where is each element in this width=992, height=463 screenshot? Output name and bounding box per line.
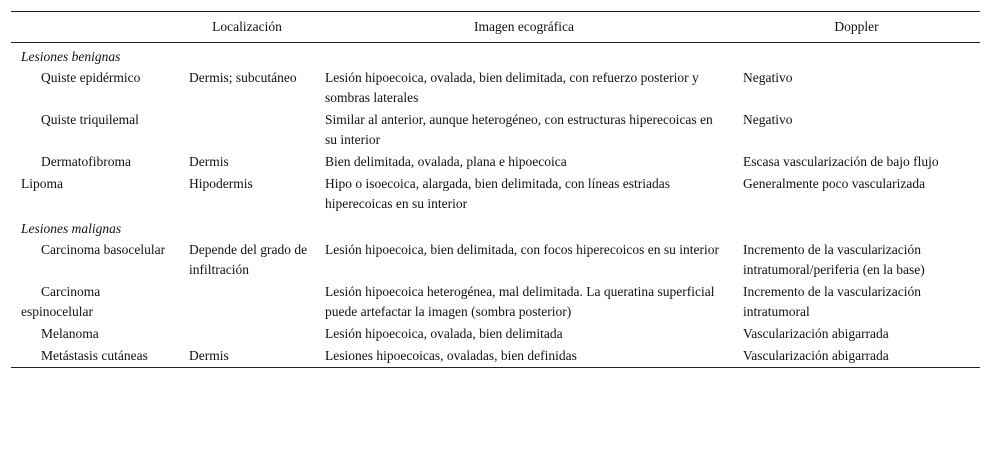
- section-header-row: [11, 215, 980, 239]
- localizacion-cell: Dermis; subcutáneo: [189, 70, 297, 85]
- localizacion-cell: [179, 109, 315, 151]
- localizacion-cell: [179, 323, 315, 345]
- ultrasound-lesions-table: [11, 11, 980, 368]
- doppler-cell: Incremento de la vascularización intratumoral: [743, 284, 922, 319]
- localizacion-cell: Dermis: [189, 154, 229, 169]
- table-row: [11, 109, 980, 151]
- header-localizacion: Localización: [212, 19, 282, 34]
- lesion-name-cell: Quiste triquilemal: [41, 112, 139, 127]
- doppler-cell: Negativo: [743, 112, 793, 127]
- doppler-cell: Negativo: [743, 70, 793, 85]
- lesion-name-cell: Melanoma: [41, 326, 99, 341]
- doppler-cell: Vascularización abigarrada: [743, 326, 889, 341]
- lesion-name-cell: Carcinoma espinocelular: [21, 284, 101, 319]
- doppler-cell: Escasa vascularización de bajo flujo: [743, 154, 939, 169]
- table-row: [11, 323, 980, 345]
- lesion-name-cell: Lipoma: [21, 176, 63, 191]
- localizacion-cell: Depende del grado de infiltración: [189, 242, 308, 277]
- imagen-ecografica-cell: Hipo o isoecoica, alargada, bien delimitada, con líneas estriadas hiperecoicas en su interior: [325, 176, 671, 211]
- section-title: Lesiones benignas: [21, 49, 121, 64]
- table-row: [11, 151, 980, 173]
- localizacion-cell: Dermis: [189, 348, 229, 363]
- imagen-ecografica-cell: Bien delimitada, ovalada, plana e hipoecoica: [325, 154, 567, 169]
- lesion-name-cell: Dermatofibroma: [41, 154, 131, 169]
- ultrasound-lesions-table-container: [11, 11, 980, 368]
- table-body: [11, 43, 980, 368]
- table-header-row: [11, 12, 980, 43]
- lesion-name-cell: Quiste epidérmico: [41, 70, 141, 85]
- table-row: [11, 67, 980, 109]
- table-row: [11, 345, 980, 368]
- localizacion-cell: [179, 281, 315, 323]
- table-row: [11, 173, 980, 215]
- header-doppler: Doppler: [834, 19, 879, 34]
- section-title: Lesiones malignas: [21, 221, 122, 236]
- imagen-ecografica-cell: Similar al anterior, aunque heterogéneo, con estructuras hiperecoicas en su interior: [325, 112, 713, 147]
- imagen-ecografica-cell: Lesión hipoecoica, bien delimitada, con focos hiperecoicos en su interior: [325, 242, 719, 257]
- localizacion-cell: Hipodermis: [189, 176, 253, 191]
- doppler-cell: Vascularización abigarrada: [743, 348, 889, 363]
- section-header-row: [11, 43, 980, 68]
- doppler-cell: Generalmente poco vascularizada: [743, 176, 926, 191]
- imagen-ecografica-cell: Lesión hipoecoica, ovalada, bien delimitada: [325, 326, 563, 341]
- header-imagen-ecografica: Imagen ecográfica: [473, 19, 575, 34]
- table-row: [11, 239, 980, 281]
- imagen-ecografica-cell: Lesiones hipoecoicas, ovaladas, bien definidas: [325, 348, 577, 363]
- header-lesion: [11, 12, 179, 43]
- table-row: [11, 281, 980, 323]
- imagen-ecografica-cell: Lesión hipoecoica, ovalada, bien delimitada, con refuerzo posterior y sombras laterales: [325, 70, 699, 105]
- lesion-name-cell: Carcinoma basocelular: [41, 242, 166, 257]
- lesion-name-cell: Metástasis cutáneas: [41, 348, 148, 363]
- imagen-ecografica-cell: Lesión hipoecoica heterogénea, mal delimitada. La queratina superficial puede artefactar la imagen (sombra posterior): [325, 284, 715, 319]
- doppler-cell: Incremento de la vascularización intratumoral/periferia (en la base): [743, 242, 925, 277]
